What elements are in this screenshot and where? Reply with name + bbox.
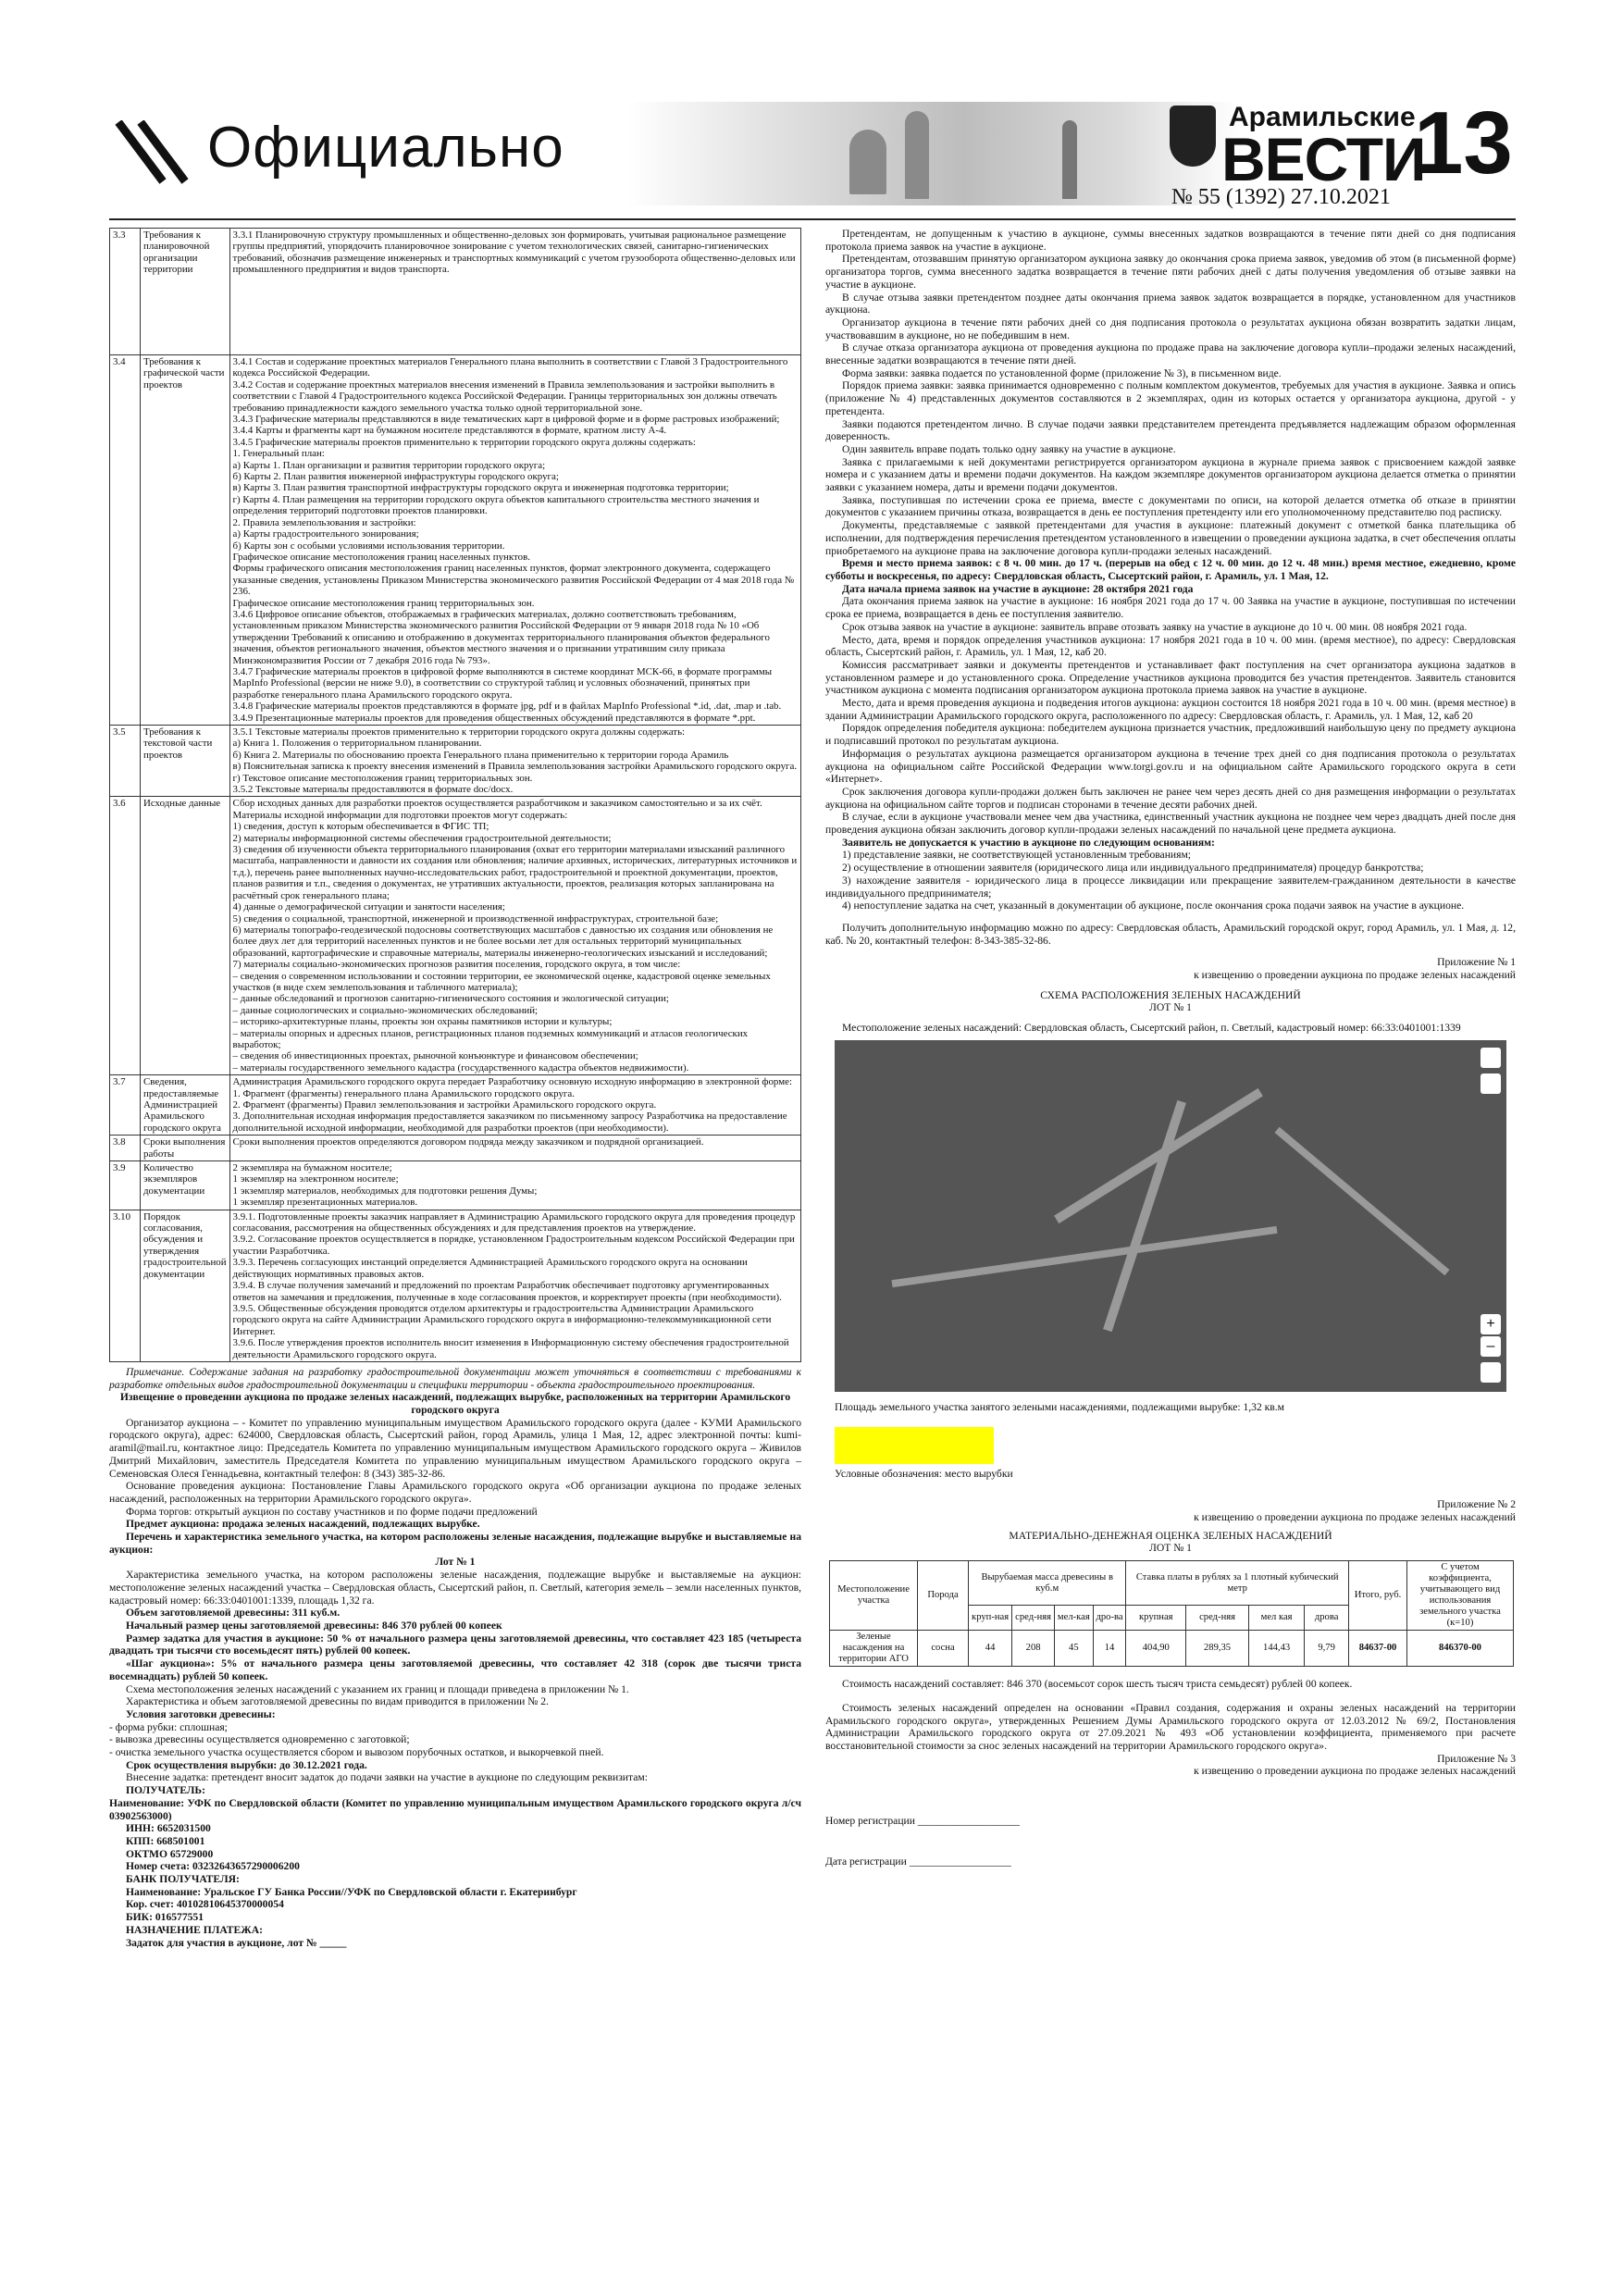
- sub-header: круп-ная: [969, 1606, 1012, 1631]
- notice-title: Извещение о проведении аукциона по продаже зеленых насаждений, подлежащих вырубке, расположенных на территории Арамильского городского округа: [119, 1391, 791, 1417]
- paragraph: Дата начала приема заявок на участие в аукционе: 28 октября 2021 года: [842, 582, 1194, 595]
- cell: 9,79: [1305, 1631, 1349, 1667]
- appendix-2-label: Приложение № 2: [1437, 1498, 1516, 1511]
- paragraph: В случае отзыва заявки претендентом позднее даты окончания приема заявок задаток возвращается в порядке, установленном для участников аукциона.: [825, 291, 1516, 316]
- deposit-paragraph: Размер задатка для участия в аукционе: 50 % от начального размера цены заготовляемой древесины, что составляет 423 185 (четыреста двадцать три тысячи сто восемьдесят пять) рублей 00 копеек.: [109, 1632, 801, 1657]
- paragraph: Порядок приема заявки: заявка принимается одновременно с полным комплектом документов, требуемых для участия в аукционе. Заявка и опись (приложение № 4) представленных документов составляются в 2 экземплярах, один из которых остается у организатора аукциона, другой - у претендента.: [825, 379, 1516, 417]
- row-text: Сроки выполнения проектов определяются договором подряда между заказчиком и подрядной организацией.: [229, 1136, 800, 1161]
- recipient-name: Наименование: УФК по Свердловской области (Комитет по управлению муниципальным имуществом Арамильского городского округа л/сч 03902563000): [109, 1796, 801, 1822]
- cell: 144,43: [1248, 1631, 1304, 1667]
- cell: 44: [969, 1631, 1012, 1667]
- row-number: 3.8: [110, 1136, 141, 1161]
- header-rule: [109, 218, 1516, 220]
- row-number: 3.10: [110, 1210, 141, 1361]
- condition-item: - вывозка древесины осуществляется одновременно с заготовкой;: [109, 1733, 410, 1746]
- row-title: Требования к текстовой части проектов: [141, 726, 230, 797]
- cutting-area-legend-swatch: [835, 1427, 994, 1464]
- cell: 846370-00: [1407, 1631, 1514, 1667]
- left-column: [109, 228, 801, 1949]
- double-slash-icon: [109, 120, 192, 185]
- crest-icon: [1170, 105, 1216, 167]
- paragraph: Информация о результатах аукциона размещается организатором аукциона в течение трех дней со дня подписания протокола о результатах аукциона на официальном сайте Российской Федерации www.torgi.gov.ru и на официальном сайте Арамильского городского округа в сети «Интернет».: [825, 747, 1516, 786]
- paragraph: Заявитель не допускается к участию в аукционе по следующим основаниям:: [842, 836, 1215, 849]
- sub-header: крупная: [1126, 1606, 1186, 1631]
- cutting-deadline: Срок осуществления вырубки: до 30.12.2021 года.: [126, 1758, 367, 1771]
- bank-name: Наименование: Уральское ГУ Банка России//УФК по Свердловской области г. Екатеринбург: [126, 1885, 577, 1898]
- cell: 45: [1055, 1631, 1094, 1667]
- lot-title: Лот № 1: [435, 1556, 476, 1569]
- sub-header: мел кая: [1248, 1606, 1304, 1631]
- map-layers-icon[interactable]: [1481, 1074, 1501, 1094]
- cell: 289,35: [1186, 1631, 1249, 1667]
- appendix-1-label: Приложение № 1: [1437, 956, 1516, 969]
- sub-header: сред-няя: [1186, 1606, 1249, 1631]
- appendix-3-label: Приложение № 3: [1437, 1752, 1516, 1765]
- condition-item: - форма рубки: сплошная;: [109, 1720, 228, 1733]
- paragraph: Срок заключения договора купли-продажи должен быть заключен не ранее чем через десять дней со дня размещения информации о результатах аукциона на официальном сайте торгов и подписан сторонами в течение десяти рабочих дней.: [825, 785, 1516, 811]
- section-title: Официально: [207, 116, 564, 180]
- row-number: 3.4: [110, 355, 141, 726]
- kpp: КПП: 668501001: [126, 1834, 205, 1847]
- row-number: 3.3: [110, 229, 141, 355]
- account-number: Номер счета: 03232643657290006200: [126, 1860, 300, 1873]
- cell: сосна: [918, 1631, 969, 1667]
- header-species: Порода: [918, 1561, 969, 1631]
- zoom-in-button[interactable]: +: [1481, 1314, 1501, 1334]
- volume-paragraph: Объем заготовляемой древесины: 311 куб.м.: [126, 1607, 341, 1620]
- paragraph: Форма заявки: заявка подается по установленной форме (приложение № 3), в письменном виде.: [842, 366, 1282, 379]
- list-paragraph: Перечень и характеристика земельного участка, на котором расположены зеленые насаждения, подлежащие вырубке и выставляемые на аукцион:: [109, 1531, 801, 1556]
- payment-purpose-label: НАЗНАЧЕНИЕ ПЛАТЕЖА:: [126, 1923, 263, 1936]
- row-title: Требования к планировочной организации территории: [141, 229, 230, 355]
- table-row: [110, 229, 801, 355]
- cell: 84637-00: [1349, 1631, 1407, 1667]
- cost-text: Стоимость насаждений составляет: 846 370 (восемьсот сорок шесть тысяч триста семьдесят) рублей 00 копеек.: [842, 1678, 1353, 1691]
- paragraph: Комиссия рассматривает заявки и документы претендентов и устанавливает факт поступления на счет организатора аукциона задатков в установленном размере и до установленного срока. Определение участников аукциона проводится без участия претендентов. Заявитель становится участником аукциона с момента подписания организатором аукциона протокола приема заявок на участие в аукционе.: [825, 658, 1516, 697]
- sub-header: сред-няя: [1012, 1606, 1055, 1631]
- volume-ref: Характеристика и объем заготовляемой древесины по видам приводится в приложении № 2.: [126, 1695, 549, 1708]
- oktmo: ОКТМО 65729000: [126, 1847, 214, 1860]
- row-number: 3.9: [110, 1161, 141, 1210]
- sub-header: дрова: [1305, 1606, 1349, 1631]
- row-text: 3.5.1 Текстовые материалы проектов применительно к территории городского округа должны содержать: а) Книга 1. Положения о территориальном планировании. б) Книга 2. Материалы по обоснованию проекта Генерального плана применительно к территории города Арамиль в) Пояснительная записка к проекту внесения изменений в Правила землепользования застройки Арамильского городского округа. г) Текстовое описание местоположения границ территориальных зон. 3.5.2 Текстовые материалы предоставляются в формате doc/docx.: [229, 726, 800, 797]
- header-photo: [627, 102, 1238, 205]
- row-title: Исходные данные: [141, 797, 230, 1075]
- issue-number: № 55 (1392) 27.10.2021: [1171, 185, 1391, 209]
- appendix-2-sub: к извещению о проведении аукциона по продаже зеленых насаждений: [1194, 1511, 1516, 1523]
- paragraph: 4) непоступление задатка на счет, указанный в документации об аукционе, после окончания срока подачи заявок на участие в аукционе.: [842, 900, 1465, 912]
- condition-item: - очистка земельного участка осуществляется сбором и вывозом порубочных остатков, и выкорчевкой пней.: [109, 1746, 604, 1759]
- appendix-1-sub: к извещению о проведении аукциона по продаже зеленых насаждений: [1194, 969, 1516, 982]
- deposit-terms: Внесение задатка: претендент вносит задаток до подачи заявки на участие в аукционе по следующим реквизитам:: [126, 1771, 648, 1784]
- area-text: Площадь земельного участка занятого зелеными насаждениями, подлежащими вырубке: 1,32 кв.м: [835, 1400, 1285, 1413]
- row-number: 3.7: [110, 1075, 141, 1136]
- row-title: Сроки выполнения работы: [141, 1136, 230, 1161]
- note: Примечание. Содержание задания на разработку градостроительной документации может уточняться в соответствии с требованиями к разработке отдельных видов градостроительной документации и специфики территории - объекта градостроительного проектирования.: [109, 1365, 801, 1391]
- row-text: Сбор исходных данных для разработки проектов осуществляется разработчиком и заказчиком самостоятельно и за их счёт. Материалы исходной информации для подготовки проектов могут содержать: 1) сведения, доступ к которым обеспечивается в ФГИС ТП; 2) материалы информационной системы обеспечения градостроительной деятельности; 3) сведения об изученности объекта территориального планирования (охват его территории материалами изысканий различного масштаба, направленности и давности их создания или обновления; наличие архивных, исторических, литературных источников и т.д.), перечень ранее выполненных научно-исследовательских работ, градостроительной и проектной документации, проектов, планов развития и т.п., сведения о документах, не утративших актуальности, проектов, реализация которых запланирована на расчётный срок генерального плана; 4) данные о демографической ситуации и занятости населения; 5) сведения о социальной, транспортной, инженерной и производственной инфраструктурах, строительной базе; 6) материалы топографо-геодезической подосновы соответствующих масштабов с давностью их создания или обновления не более двух лет для территорий населенных пунктов и не более восьми лет для остальных территорий муниципальных образований, картографические и справочные материалы, материалы инженерно-геологических изысканий и исследований; 7) материалы социально-экономических прогнозов развития поселения, городского округа, в том числе: – сведения о современном использовании и состоянии территории, ее экономической оценке, кадастровой оценке земельных участков (в виде схем землепользования и табличного материала); – данные обследований и прогнозов санитарно-гигиенического состояния и экологической ситуации; – данные социологических и социально-экономических обследований; – историко-архитектурные планы, проекты зон охраны памятников истории и культуры; – материалы опорных и адресных планов, регистрационных планов подземных коммуникаций и атласов геологических выработок; – сведения об инвестиционных проектах, рыночной конъюнктуре и финансовом обеспечении; – материалы государственного земельного кадастра (государственного кадастра объектов недвижимости).: [229, 797, 800, 1075]
- paragraph: Заявка, поступившая по истечении срока ее приема, вместе с документами по описи, на которой делается отметка об отказе в принятии документов с указанием причины отказа, возвращается в день ее поступления претенденту или его уполномоченному представителю под расписку.: [825, 493, 1516, 519]
- sub-header: дро-ва: [1093, 1606, 1126, 1631]
- basis-paragraph: Основание проведения аукциона: Постановление Главы Арамильского городского округа «Об организации аукциона по продаже зеленых насаждений, расположенных на территории Арамильского городского округа».: [109, 1480, 801, 1505]
- paragraph: 2) осуществление в отношении заявителя (юридического лица или индивидуального предпринимателя) процедур банкротства;: [842, 862, 1424, 875]
- cell: 208: [1012, 1631, 1055, 1667]
- page-header: [109, 93, 1516, 222]
- legend-text: Условные обозначения: место вырубки: [835, 1467, 1013, 1480]
- header-location: Местоположение участка: [830, 1561, 918, 1631]
- location-text: Местоположение зеленых насаждений: Свердловская область, Сысертский район, п. Светлый, кадастровый номер: 66:33:0401001:1339: [842, 1022, 1461, 1035]
- step-paragraph: «Шаг аукциона»: 5% от начального размера цены заготовляемой древесины, что составляет 42 318 (сорок две тысячи триста восемнадцать) рублей 50 копеек.: [109, 1657, 801, 1682]
- row-text: 2 экземпляра на бумажном носителе; 1 экземпляр на электронном носителе; 1 экземпляр материалов, необходимых для подготовки решения Думы; 1 экземпляр презентационных материалов.: [229, 1161, 800, 1210]
- payment-purpose: Задаток для участия в аукционе, лот № _____: [126, 1936, 347, 1949]
- scheme-lot: ЛОТ № 1: [1149, 1001, 1192, 1014]
- scheme-title: СХЕМА РАСПОЛОЖЕНИЯ ЗЕЛЕНЫХ НАСАЖДЕНИЙ: [1040, 988, 1301, 1001]
- contact-paragraph: Получить дополнительную информацию можно по адресу: Свердловская область, Арамильский городской округ, город Арамиль, ул. 1 Мая, д. 12, каб. № 20, контактный телефон: 8-343-385-32-86.: [825, 921, 1516, 947]
- table-row: [110, 726, 801, 797]
- valuation-table: [829, 1560, 1514, 1667]
- paragraph: Порядок определения победителя аукциона: победителем аукциона признается участник, предложивший наибольшую цену по предмету аукциона и подписавший протокол по результатам аукциона.: [825, 722, 1516, 748]
- paragraph: Заявки подаются претендентом лично. В случае подачи заявки представителем претендента предъявляется надлежащим образом оформленная доверенность.: [825, 417, 1516, 443]
- newspaper-name-top: Арамильские: [1229, 102, 1416, 132]
- map-info-icon[interactable]: [1481, 1362, 1501, 1383]
- bank-label: БАНК ПОЛУЧАТЕЛЯ:: [126, 1873, 240, 1886]
- table-row: [830, 1631, 1514, 1667]
- paragraph: Дата окончания приема заявок на участие в аукционе: 16 ноября 2021 года до 17 ч. 00 Заявка на участие в аукционе, поступившая по истечении срока ее приема, возвращается в день ее поступления заявителю.: [825, 595, 1516, 621]
- corr-account: Кор. счет: 40102810645370000054: [126, 1898, 284, 1911]
- row-text: 3.4.1 Состав и содержание проектных материалов Генерального плана выполнить в соответствии с Главой 3 Градостроительного кодекса Российской Федерации. 3.4.2 Состав и содержание проектных материалов внесения изменений в Правила землепользования и застройки выполнить в соответствии с Главой 4 Градостроительного кодекса Российской Федерации. Границы территориальных зон должны отвечать требованию принадлежности каждого земельного участка только одной территориальной зоне. 3.4.3 Графические материалы представляются в виде тематических карт в цифровой форме и в форме растровых изображений; 3.4.4 Карты и фрагменты карт на бумажном носителе представляются в формате, кратном листу А-4. 3.4.5 Графические материалы проектов применительно к территории городского округа должны содержать: 1. Генеральный план: а) Карты 1. План организации и развития территории городского округа; б) Карты 2. План развития инженерной инфраструктуры городского округа; в) Карты 3. План развития транспортной инфраструктуры городского округа и инженерная подготовка территории; г) Карты 4. План размещения на территории городского округа объектов капитального строительства местного значения и определения территорий подготовки проектов планировки. 2. Правила землепользования и застройки: а) Карты градостроительного зонирования; б) Карты зон с особыми условиями использования территории. Графическое описание местоположения границ населенных пунктов. Формы графического описания местоположения границ населенных пунктов, формат электронного документа, содержащего указанные сведения, установлены Приказом Министерства экономического развития Российской Федерации от 4 мая 2018 года № 236. Графическое описание местоположения границ территориальных зон. 3.4.6 Цифровое описание объектов, отображаемых в графических материалах, должно соответствовать требованиям, установленным приказом Министерства экономического развития Российской Федерации от 9 января 2018 года № 10 «Об утверждении Требований к описанию и отображению в документах территориального планирования объектов федерального значения, объектов регионального значения, объектов местного значения и о признании утратившим силу приказа Минэкономразвития России от 7 декабря 2016 года № 793». 3.4.7 Графические материалы проектов в цифровой форме выполняются в системе координат МСК-66, в формате программы MapInfo Professional (версии не ниже 9.0), в соответствии со структурой таблиц и условных обозначений, принятых при разработке генерального плана Арамильского городского округа. 3.4.8 Графические материалы проектов представляются в формате jpg, pdf и в файлах MapInfo Professional *.id, .dat, .map и .tab. 3.4.9 Презентационные материалы проектов для проведения общественных обсуждений представляются в формате *.ppt.: [229, 355, 800, 726]
- newspaper-logo: [1164, 93, 1516, 213]
- cell: 404,90: [1126, 1631, 1186, 1667]
- sub-header: мел-кая: [1055, 1606, 1094, 1631]
- row-title: Количество экземпляров документации: [141, 1161, 230, 1210]
- paragraph: В случае отказа организатора аукциона от проведения аукциона по продаже права на заключение договора купли–продажи зеленых насаждений, внесенные задатки возвращаются в течение пяти дней.: [825, 341, 1516, 367]
- paragraph: Заявка с прилагаемыми к ней документами регистрируется организатором аукциона в журнале приема заявок с присвоением каждой заявке номера и с указанием даты и времени подачи документов. На каждом экземпляре документов организатором аукциона делается отметка о принятии заявки с указанием номера, даты и времени подачи документов.: [825, 455, 1516, 494]
- satellite-map[interactable]: [835, 1040, 1506, 1392]
- paragraph: Претендентам, отозвавшим принятую организатором аукциона заявку до окончания срока приема заявок, уведомив об этом (в письменной форме) организатора торгов, сумма внесенного задатка возвращается в течение пяти рабочих дней с даты получения уведомления об отзыве заявки на участие в аукционе.: [825, 253, 1516, 291]
- form-paragraph: Форма торгов: открытый аукцион по составу участников и по форме подачи предложений: [126, 1505, 538, 1518]
- paragraph: В случае, если в аукционе участвовали менее чем два участника, единственный участник аукциона не позднее чем через двадцать дней после дня проведения аукциона обязан заключить договор купли-продажи зеленых насаждений по начальной цене предмета аукциона.: [825, 811, 1516, 837]
- paragraph: Место, дата, время и порядок определения участников аукциона: 17 ноября 2021 года в 10 ч. 00 мин. (время местное), по адресу: Свердловская область, Сысертский район, г. Арамиль, ул. 1 Мая, 12, каб 20.: [825, 633, 1516, 659]
- cell: Зеленые насаждения на территории АГО: [830, 1631, 918, 1667]
- header-rate: Ставка платы в рублях за 1 плотный кубический метр: [1126, 1561, 1349, 1606]
- start-price-paragraph: Начальный размер цены заготовляемой древесины: 846 370 рублей 00 копеек: [126, 1620, 502, 1632]
- paragraph: Срок отзыва заявок на участие в аукционе: заявитель вправе отозвать заявку на участие в аукционе до 10 ч. 00 мин. 08 ноября 2021 года.: [842, 620, 1468, 633]
- page-number: 13: [1414, 93, 1513, 192]
- table-row: [110, 797, 801, 1075]
- paragraph: Место, дата и время проведения аукциона и подведения итогов аукциона: аукцион состоится 18 ноября 2021 года в 10 ч. 00 мин. (время местное) в здании Администрации Арамильского городского округа, расположенного по адресу: Свердловская область, г. Арамиль, ул. 1 Мая, 12, каб 20: [825, 697, 1516, 722]
- table-row: [110, 1136, 801, 1161]
- row-text: 3.3.1 Планировочную структуру промышленных и общественно-деловых зон формировать, учитывая рациональное размещение группы предприятий, упорядочить планировочное зонирование с учетом технологических связей, санитарно-гигиенических требований, обозначив размещение инженерных и транспортных коммуникаций с учетом грузооборота общественно-деловых или промышленного предприятия и видов транспорта.: [229, 229, 800, 355]
- row-title: Сведения, предоставляемые Администрацией Арамильского городского округа: [141, 1075, 230, 1136]
- zoom-out-button[interactable]: –: [1481, 1336, 1501, 1357]
- table-row: [110, 1075, 801, 1136]
- cell: 14: [1093, 1631, 1126, 1667]
- subject-paragraph: Предмет аукциона: продажа зеленых насаждений, подлежащих вырубке.: [126, 1518, 480, 1531]
- right-column: [825, 228, 1516, 1868]
- scheme-ref: Схема местоположения зеленых насаждений с указанием их границ и площади приведена в приложении № 1.: [126, 1682, 629, 1695]
- appendix-3-sub: к извещению о проведении аукциона по продаже зеленых насаждений: [1194, 1765, 1516, 1778]
- recipient-label: ПОЛУЧАТЕЛЬ:: [126, 1784, 205, 1797]
- newspaper-name-main: ВЕСТИ: [1221, 125, 1426, 193]
- registration-number: Номер регистрации ___________________: [825, 1815, 1020, 1828]
- paragraph: Документы, представляемые с заявкой претендентами для участия в аукционе: платежный документ с отметкой банка плательщика об исполнении, для подтверждения перечисления претендентом установленного в извещении о проведении аукциона задатка, в счет обеспечения оплаты приобретаемого на аукционе права на заключение договора купли-продажи зеленых насаждений.: [825, 519, 1516, 557]
- row-title: Требования к графической части проектов: [141, 355, 230, 726]
- table-row: [110, 355, 801, 726]
- header-volume: Вырубаемая масса древесины в куб.м: [969, 1561, 1126, 1606]
- requirements-table: [109, 228, 801, 1362]
- conditions-title: Условия заготовки древесины:: [126, 1707, 276, 1720]
- organizer-paragraph: Организатор аукциона – - Комитет по управлению муниципальным имуществом Арамильского городского округа (далее - КУМИ Арамильского городского округа), адрес: 624000, Свердловская область, Сысертский район, город Арамиль, улица 1 Мая, 12, адрес электронной почты: kumi-aramil@mail.ru, контактное лицо: Председатель Комитета по управлению муниципальным имуществом Арамильского городского округа – Живилов Дмитрий Михайлович, заместитель Председателя Комитета по управлению муниципальным имуществом Арамильского городского округа – Семеновская Олеся Геннадьевна, контактный телефон: 8 (343) 385-32-86.: [109, 1416, 801, 1480]
- paragraph: Время и место приема заявок: с 8 ч. 00 мин. до 17 ч. (перерыв на обед с 12 ч. 00 мин. до 12 ч. 48 мин.) время местное, ежедневно, кроме субботы и воскресенья, по адресу: Свердловская область, Сысертский район, г. Арамиль, ул. 1 Мая, 12.: [825, 557, 1516, 582]
- map-settings-icon[interactable]: [1481, 1048, 1501, 1068]
- table-row: [110, 1210, 801, 1361]
- registration-date: Дата регистрации ___________________: [825, 1855, 1011, 1868]
- row-text: Администрация Арамильского городского округа передает Разработчику основную исходную информацию в электронной форме: 1. Фрагмент (фрагменты) генерального плана Арамильского городского округа. 2. Фрагмент (фрагменты) Правил землепользования и застройки Арамильского городского округа. 3. Дополнительная исходная информация предоставляется заказчиком по письменному запросу Разработчика на предоставление дополнительной исходной информации, необходимой для разработки проектов (при необходимости).: [229, 1075, 800, 1136]
- paragraph: Организатор аукциона в течение пяти рабочих дней со дня подписания протокола о результатах аукциона обязан возвратить задатки лицам, участвовавшим в аукционе, но не победившим в нем.: [825, 316, 1516, 341]
- row-number: 3.6: [110, 797, 141, 1075]
- header-total: Итого, руб.: [1349, 1561, 1407, 1631]
- paragraph: 1) представление заявки, не соответствующей установленным требованиям;: [842, 849, 1192, 862]
- row-text: 3.9.1. Подготовленные проекты заказчик направляет в Администрацию Арамильского городского округа для проведения процедур согласования, рассмотрения на общественных обсуждениях и для представления проектов на утверждение. 3.9.2. Согласование проектов осуществляется в порядке, установленном Градостроительным кодексом Российской Федерации при участии Разработчика. 3.9.3. Перечень согласующих инстанций определяется Администрацией Арамильского городского округа на основании действующих нормативных правовых актов. 3.9.4. В случае получения замечаний и предложений по проектам Разработчик обеспечивает подготовку аргументированных ответов на замечания и предложения, полученные в ходе согласования проектов, и корректирует проекты (при необходимости). 3.9.5. Общественные обсуждения проводятся отделом архитектуры и градостроительства Администрации Арамильского городского округа на сайте Администрации Арамильского городского округа в информационно-телекоммуникационной сети Интернет. 3.9.6. После утверждения проектов исполнитель вносит изменения в Информационную систему обеспечения градостроительной деятельности Арамильского городского округа.: [229, 1210, 800, 1361]
- row-number: 3.5: [110, 726, 141, 797]
- header-coef: С учетом коэффициента, учитывающего вид использования земельного участка (к=10): [1407, 1561, 1514, 1631]
- inn: ИНН: 6652031500: [126, 1822, 211, 1835]
- parcel-paragraph: Характеристика земельного участка, на котором расположены зеленые насаждения, подлежащие вырубке и выставляемые на аукцион: местоположение зеленых насаждений участка – Свердловская область, Сысертский район, п. Светлый, категория земель – земли населенных пунктов, кадастровый номер: 66:33:0401001:1339, площадь 1,32 га.: [109, 1569, 801, 1607]
- valuation-title: МАТЕРИАЛЬНО-ДЕНЕЖНАЯ ОЦЕНКА ЗЕЛЕНЫХ НАСАЖДЕНИЙ: [1009, 1529, 1332, 1542]
- bik: БИК: 016577551: [126, 1911, 204, 1924]
- row-title: Порядок согласования, обсуждения и утверждения градостроительной документации: [141, 1210, 230, 1361]
- paragraph: Претендентам, не допущенным к участию в аукционе, суммы внесенных задатков возвращаются в течение пяти дней со дня подписания протокола приема заявок на участие в аукционе.: [825, 228, 1516, 253]
- table-row: [110, 1161, 801, 1210]
- valuation-lot: ЛОТ № 1: [1149, 1542, 1192, 1555]
- paragraph: Один заявитель вправе подать только одну заявку на участие в аукционе.: [842, 442, 1176, 455]
- cost-basis-text: Стоимость зеленых насаждений определен на основании «Правил создания, содержания и охраны зеленых насаждений на территории Арамильского городского округа», утвержденных Решением Думы Арамильского городского округа от 12.03.2012 № 69/2, Постановления Администрации Арамильского городского округа от 27.09.2021 № 493 «Об установлении коэффициента, применяемого при расчете восстановительной стоимости за снос зеленых насаждений на территории Арамильского городского округа».: [825, 1701, 1516, 1752]
- paragraph: 3) нахождение заявителя - юридического лица в процессе ликвидации или прекращение заявителем-гражданином деятельности в качестве индивидуального предпринимателя;: [825, 874, 1516, 900]
